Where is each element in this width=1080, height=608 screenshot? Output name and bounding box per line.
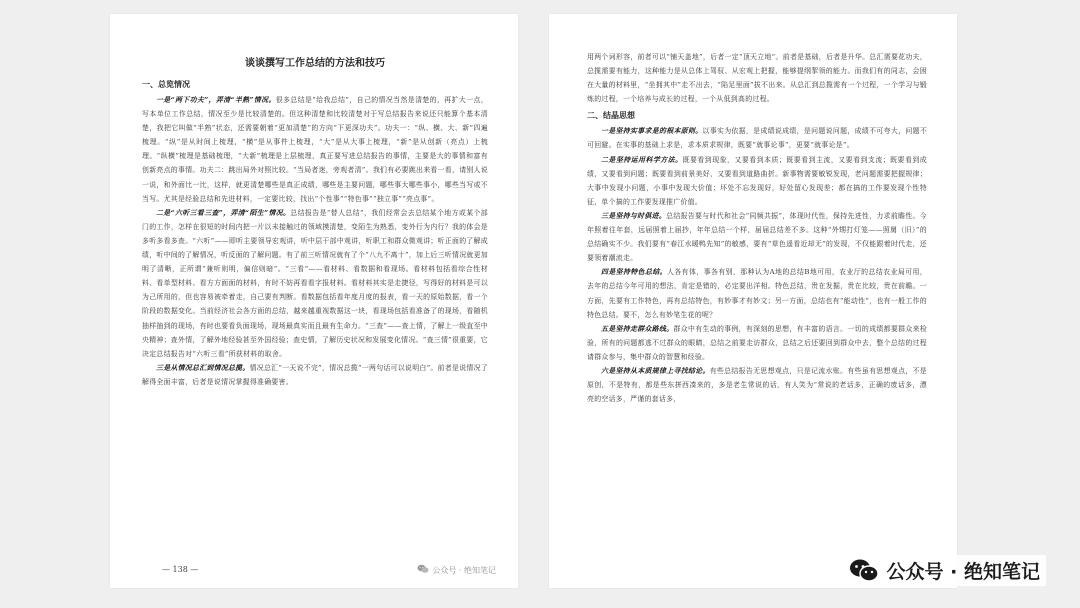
watermark-small — [417, 564, 496, 576]
paragraph-body: 总结报告要与时代和社会“同频共振”，体现时代性，保持先进性，力求前瞻性。今年照着往年套，远届照着上届抄，年年总结一个样，届届总结差不多。这种“外甥打灯笼——照舅（旧）”的总结确实不少。我们要有“春江水暖鸭先知”的敏感，要有“草色遥看近却无”的发现，不仅能跟着时代走，还要领着潮流走。 — [587, 211, 927, 263]
paragraph — [587, 209, 927, 265]
paragraph-lead: 一是坚持实事求是的根本原则。 — [601, 127, 703, 136]
paragraph-body: 很多总结是“给我总结”，自己的情况当然是清楚的，再扩大一点，写本单位工作总结，情况至少是比较清楚的。但这种清楚和比较清楚对于写总结报告来说还只能算个基本清楚，我把它叫做“半熟”状态，还需要朝着“更加清楚”的方向“下更深功夫”。功夫一：“纵、横、大、新”四遍梳理。“纵”是从时间上梳理，“横”是从事件上梳理，“大”是从大事上梳理，“新”是从创新（亮点）上梳理。“纵横”梳理是基础梳理，“大新”梳理是上层梳理，真正要写进总结报告的事情，主要是大的事情和富有创新亮点的事情。功夫二：跳出局外对照比较。“当局者迷，旁观者清”。我们有必要跳出来看一看，请别人说一说，和外面比一比，这样，就更清楚哪些是真正成绩，哪些是主要问题，哪些事大哪些事小，哪些当写或不当写。尤其是经验总结和先进材料，一定要比较，找出“个性事”“特色事”“独立事”“亮点事”。 — [142, 96, 488, 203]
paragraph-body: 人各有体，事各有别，那种认为A地的总结B地可用，农业厅的总结农业局可用，去年的总结今年可用的想法，肯定是错的，必定要出洋相。特色总结，贵在发掘，贵在比较，贵在前瞻。一方面，先要有工作特色，再有总结特色，有妙事才有妙文；另一方面，总结也有“能动性”，也有一般工作的特色总结。要不，怎么有妙笔生花的呢？ — [587, 268, 927, 319]
paragraph — [587, 124, 927, 152]
paragraph — [142, 206, 488, 361]
paragraph-lead: 二是坚持运用科学方法。 — [601, 155, 683, 164]
paragraph — [587, 265, 927, 321]
watermark-overlay-text: 公众号 · 绝知笔记 — [886, 561, 1040, 583]
left-document-page — [110, 14, 518, 588]
paragraph-body: 群众中有生动的事例，有深刻的思想，有丰富的语言。一切的成绩都要群众来检验，所有的问题都逃不过群众的眼睛，总结之前要走访群众，总结之后还要回到群众中去，整个总结的过程请群众参与，集中群众的智慧和经验。 — [587, 324, 928, 361]
page-number: — 138 — — [162, 565, 199, 574]
paragraph-body: 既要看到现象，又要看到本质；既要看到主流，又要看到支流；既要看到成绩，又要看到问题；既要看到前景美好，又要看到道路曲折。新事物需要敏锐发现，老问题需要把握规律；大事中发现小问题，小事中发现大价值；坏处不忘发现好，好处留心发现差；都在搞的工作要发现个性特征，单个搞的工作要发现推广价值。 — [587, 155, 927, 206]
paragraph-body: 情况总汇“一天说不完”，情况总揽“一两句话可以说明白”。前者是说情况了解得全面丰富，后者是说情况掌握得准确要害。 — [142, 363, 489, 386]
watermark-small-text: 公众号 · 绝知笔记 — [432, 565, 496, 575]
paragraph — [587, 364, 927, 406]
watermark-overlay — [843, 555, 1046, 586]
document-title: 谈谈撰写工作总结的方法和技巧 — [245, 58, 385, 69]
paragraph-lead: 二是“六听三看三查”，弄清“陌生”情况。 — [156, 208, 291, 217]
paragraph — [587, 322, 927, 364]
right-document-page — [549, 14, 957, 588]
paragraph-lead: 一是“两下功夫”，弄清“半熟”情况。 — [156, 96, 276, 104]
paragraph-lead: 六是坚持从本质规律上寻找结论。 — [601, 366, 710, 375]
paragraph — [587, 153, 927, 209]
paragraph: 用两个词形容，前者可以“铺天盖地”，后者一定“顶天立地”。前者是基础，后者是升华。总汇需要花功夫，总揽需要有能力，这种能力是从总体上驾驭、从宏观上把握，能够提纲挈领的能力。而我们有的同志，会困在大量的材料里，“坐拥其中”走不出去，“陷足里面”拔不出来。从总汇到总揽需有一个过程，一个学习与锻炼的过程，一个培养与成长的过程，一个从低到高的过程。 — [587, 53, 927, 104]
paragraph-lead: 三是从情况总汇到情况总揽。 — [156, 363, 250, 372]
paragraph — [142, 93, 488, 206]
paragraph-body: 以事实为依据，是成绩说成绩，是问题说问题，成绩不可夸大，问题不可回避。在实事的基础上求是，求本质求规律，既要“就事论事”，更要“就事论是”。 — [587, 127, 928, 150]
section-heading-thought: 二、结晶思想 — [587, 110, 635, 121]
paragraph-lead: 三是坚持与时俱进。 — [601, 211, 667, 220]
paragraph-body: 有些总结报告无思想观点，只是记流水账。有些虽有思想观点，不是原创，不是特有，都是些东拼西凑来的，多是老生常说的话，有人笑为“常说的老话多，正确的废话多，漂亮的空话多，严谨的套话多， — [587, 366, 927, 404]
paragraph-lead: 四是坚持特色总结。 — [601, 268, 667, 277]
paragraph — [142, 361, 488, 389]
wechat-icon — [849, 558, 879, 584]
paragraph-body: 总结报告是“替人总结”，我们经常会去总结某个地方或某个部门的工作，怎样在很短的时间内把一片以未接触过的领域摸清楚，变陌生为熟悉，变外行为内行？我的体会是多听多看多查。“六听”——即听主要领导宏观讲，听中层干部中观讲，听职工和群众微观讲；听正面的了解成绩，听中间的了解情况，听反面的了解问题。有了前三听情况就有了个“八九不离十”，加上后三听情况就更加明了清晰，正所谓“兼听则明，偏信则暗”。“三看”——看材料、看数据和看现场。看材料包括看综合性材料、看单型材料、看方方面面的材料，有时不妨再看看字报材料。看材料其实是走捷径，写得好的材料是可以为己所用的，但也容易被牵着走，自己要有判断。看数据包括看年度月度的报表，看一天的原始数据，看一个阶段的数据变化。当前经济社会各方面的总结，越来越重视数据这一块，看现场包括看准备了的现场，看随机抽样抽到的现场，有时也要看负面现场，现场最真实而且最有生命力。“三查”——查上情，了解上一级直至中央精神；查外情，了解外地经验甚至外国经验；查史情，了解历史状况和发展变化情况。“查三情”很重要，它决定总结报告对“六听三看”所获材料的取舍。 — [142, 208, 488, 358]
section-heading-overview: 一、总览情况 — [142, 79, 190, 89]
wechat-icon — [417, 564, 429, 576]
paragraph-lead: 五是坚持走群众路线。 — [601, 324, 674, 333]
